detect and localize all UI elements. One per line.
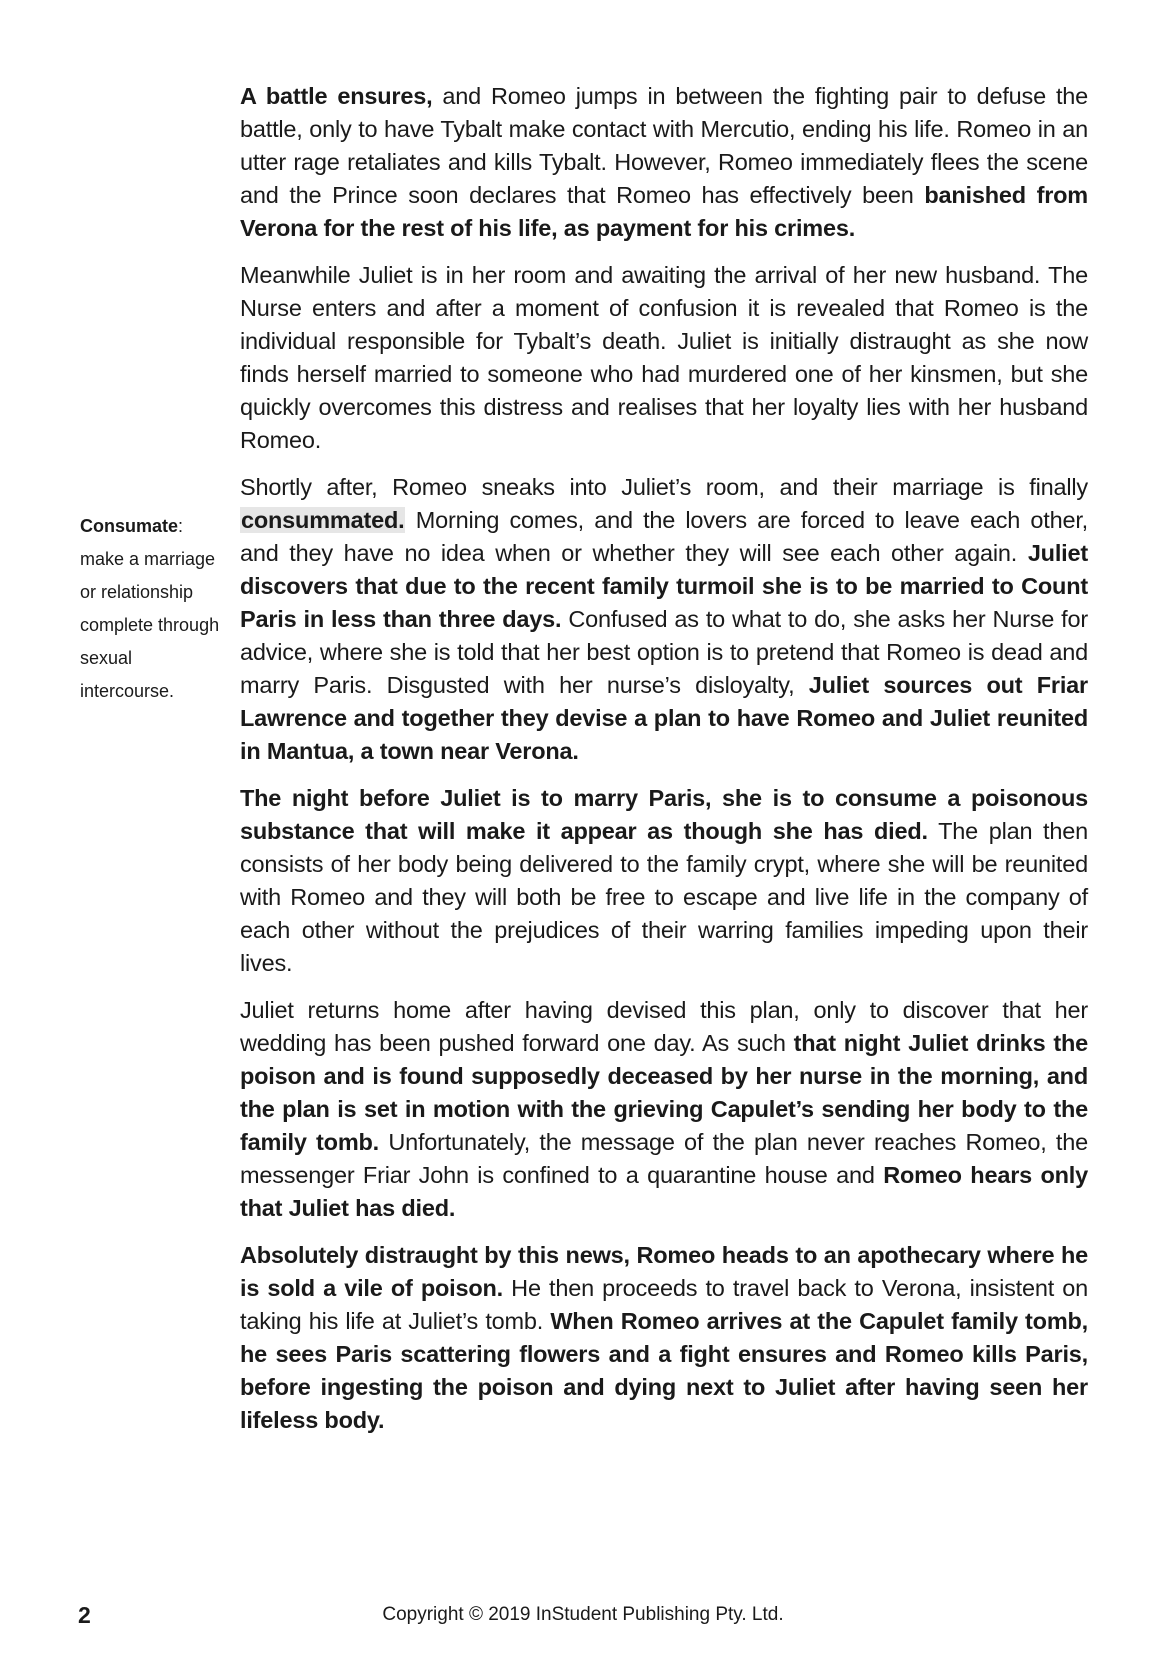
body-text: Meanwhile Juliet is in her room and awaiting the arrival of her new husband. The Nurse enters and after a moment of confusion it is revealed that Romeo is the individual responsible for Tybalt’s death. Juliet is initially distraught as she now finds herself married to someone who had murdered one of her kinsmen, but she quickly overcomes this distress and realises that her loyalty lies with her husband Romeo.: [240, 262, 1088, 453]
main-text: [240, 80, 1088, 1451]
paragraph-distraught: [240, 1239, 1088, 1437]
bold-text: banished from Verona for the rest of his life, as payment for his crimes.: [240, 182, 1088, 241]
body-text: Unfortunately, the message of the plan never reaches Romeo, the messenger Friar John is confined to a quarantine house and: [240, 1129, 1088, 1188]
body-text: Morning comes, and the lovers are forced to leave each other, and they have no idea when or whether they will see each other again.: [240, 507, 1088, 566]
bold-text: A battle ensures,: [240, 83, 433, 109]
copyright-notice: Copyright © 2019 InStudent Publishing Pty. Ltd.: [382, 1604, 784, 1625]
paragraph-meanwhile: [240, 259, 1088, 457]
page-number: 2: [78, 1602, 91, 1628]
glossary-colon: :: [178, 516, 184, 536]
bold-text: Juliet sources out Friar Lawrence and together they devise a plan to have Romeo and Juliet reunited in Mantua, a town near Verona.: [240, 672, 1088, 764]
paragraph-returns: [240, 994, 1088, 1225]
bold-text: Romeo hears only that Juliet has died.: [240, 1162, 1088, 1221]
bold-text: When Romeo arrives at the Capulet family tomb, he sees Paris scattering flowers and a fight ensures and Romeo kills Paris, before ingesting the poison and dying next to Juliet after having seen her lifeless body.: [240, 1308, 1088, 1433]
body-text: Juliet returns home after having devised this plan, only to discover that her wedding has been pushed forward one day. As such: [240, 997, 1088, 1056]
bold-text: Juliet discovers that due to the recent family turmoil she is to be married to Count Paris in less than three days.: [240, 540, 1088, 632]
body-text: He then proceeds to travel back to Verona, insistent on taking his life at Juliet’s tomb.: [240, 1275, 1089, 1334]
glossary-term: Consumate: [80, 516, 179, 536]
paragraph-battle: [240, 80, 1088, 245]
body-text: Shortly after, Romeo sneaks into Juliet’s room, and their marriage is finally: [240, 474, 1088, 500]
paragraph-night: [240, 782, 1088, 980]
body-text: and Romeo jumps in between the fighting pair to defuse the battle, only to have Tybalt make contact with Mercutio, ending his life. Romeo in an utter rage retaliates and kills Tybalt. However, Romeo immediately flees the scene and the Prince soon declares that Romeo has effectively been: [240, 83, 1089, 208]
glossary-sidenote: [80, 510, 230, 708]
bold-text: consummated.: [241, 507, 405, 533]
body-text: The plan then consists of her body being delivered to the family crypt, where she will be reunited with Romeo and they will both be free to escape and live life in the company of each other without the prejudices of their warring families impeding upon their lives.: [240, 818, 1088, 976]
bold-text: that night Juliet drinks the poison and is found supposedly deceased by her nurse in the morning, and the plan is set in motion with the grieving Capulet’s sending her body to the family tomb.: [240, 1030, 1088, 1155]
bold-text: Absolutely distraught by this news, Romeo heads to an apothecary where he is sold a vile of poison.: [240, 1242, 1088, 1301]
body-text: Confused as to what to do, she asks her Nurse for advice, where she is told that her best option is to pretend that Romeo is dead and marry Paris. Disgusted with her nurse’s disloyalty,: [240, 606, 1088, 698]
paragraph-shortly: [240, 471, 1088, 768]
glossary-definition: make a marriage or relationship complete through sexual intercourse.: [80, 549, 220, 701]
bold-text: The night before Juliet is to marry Paris, she is to consume a poisonous substance that will make it appear as though she has died.: [240, 785, 1088, 844]
